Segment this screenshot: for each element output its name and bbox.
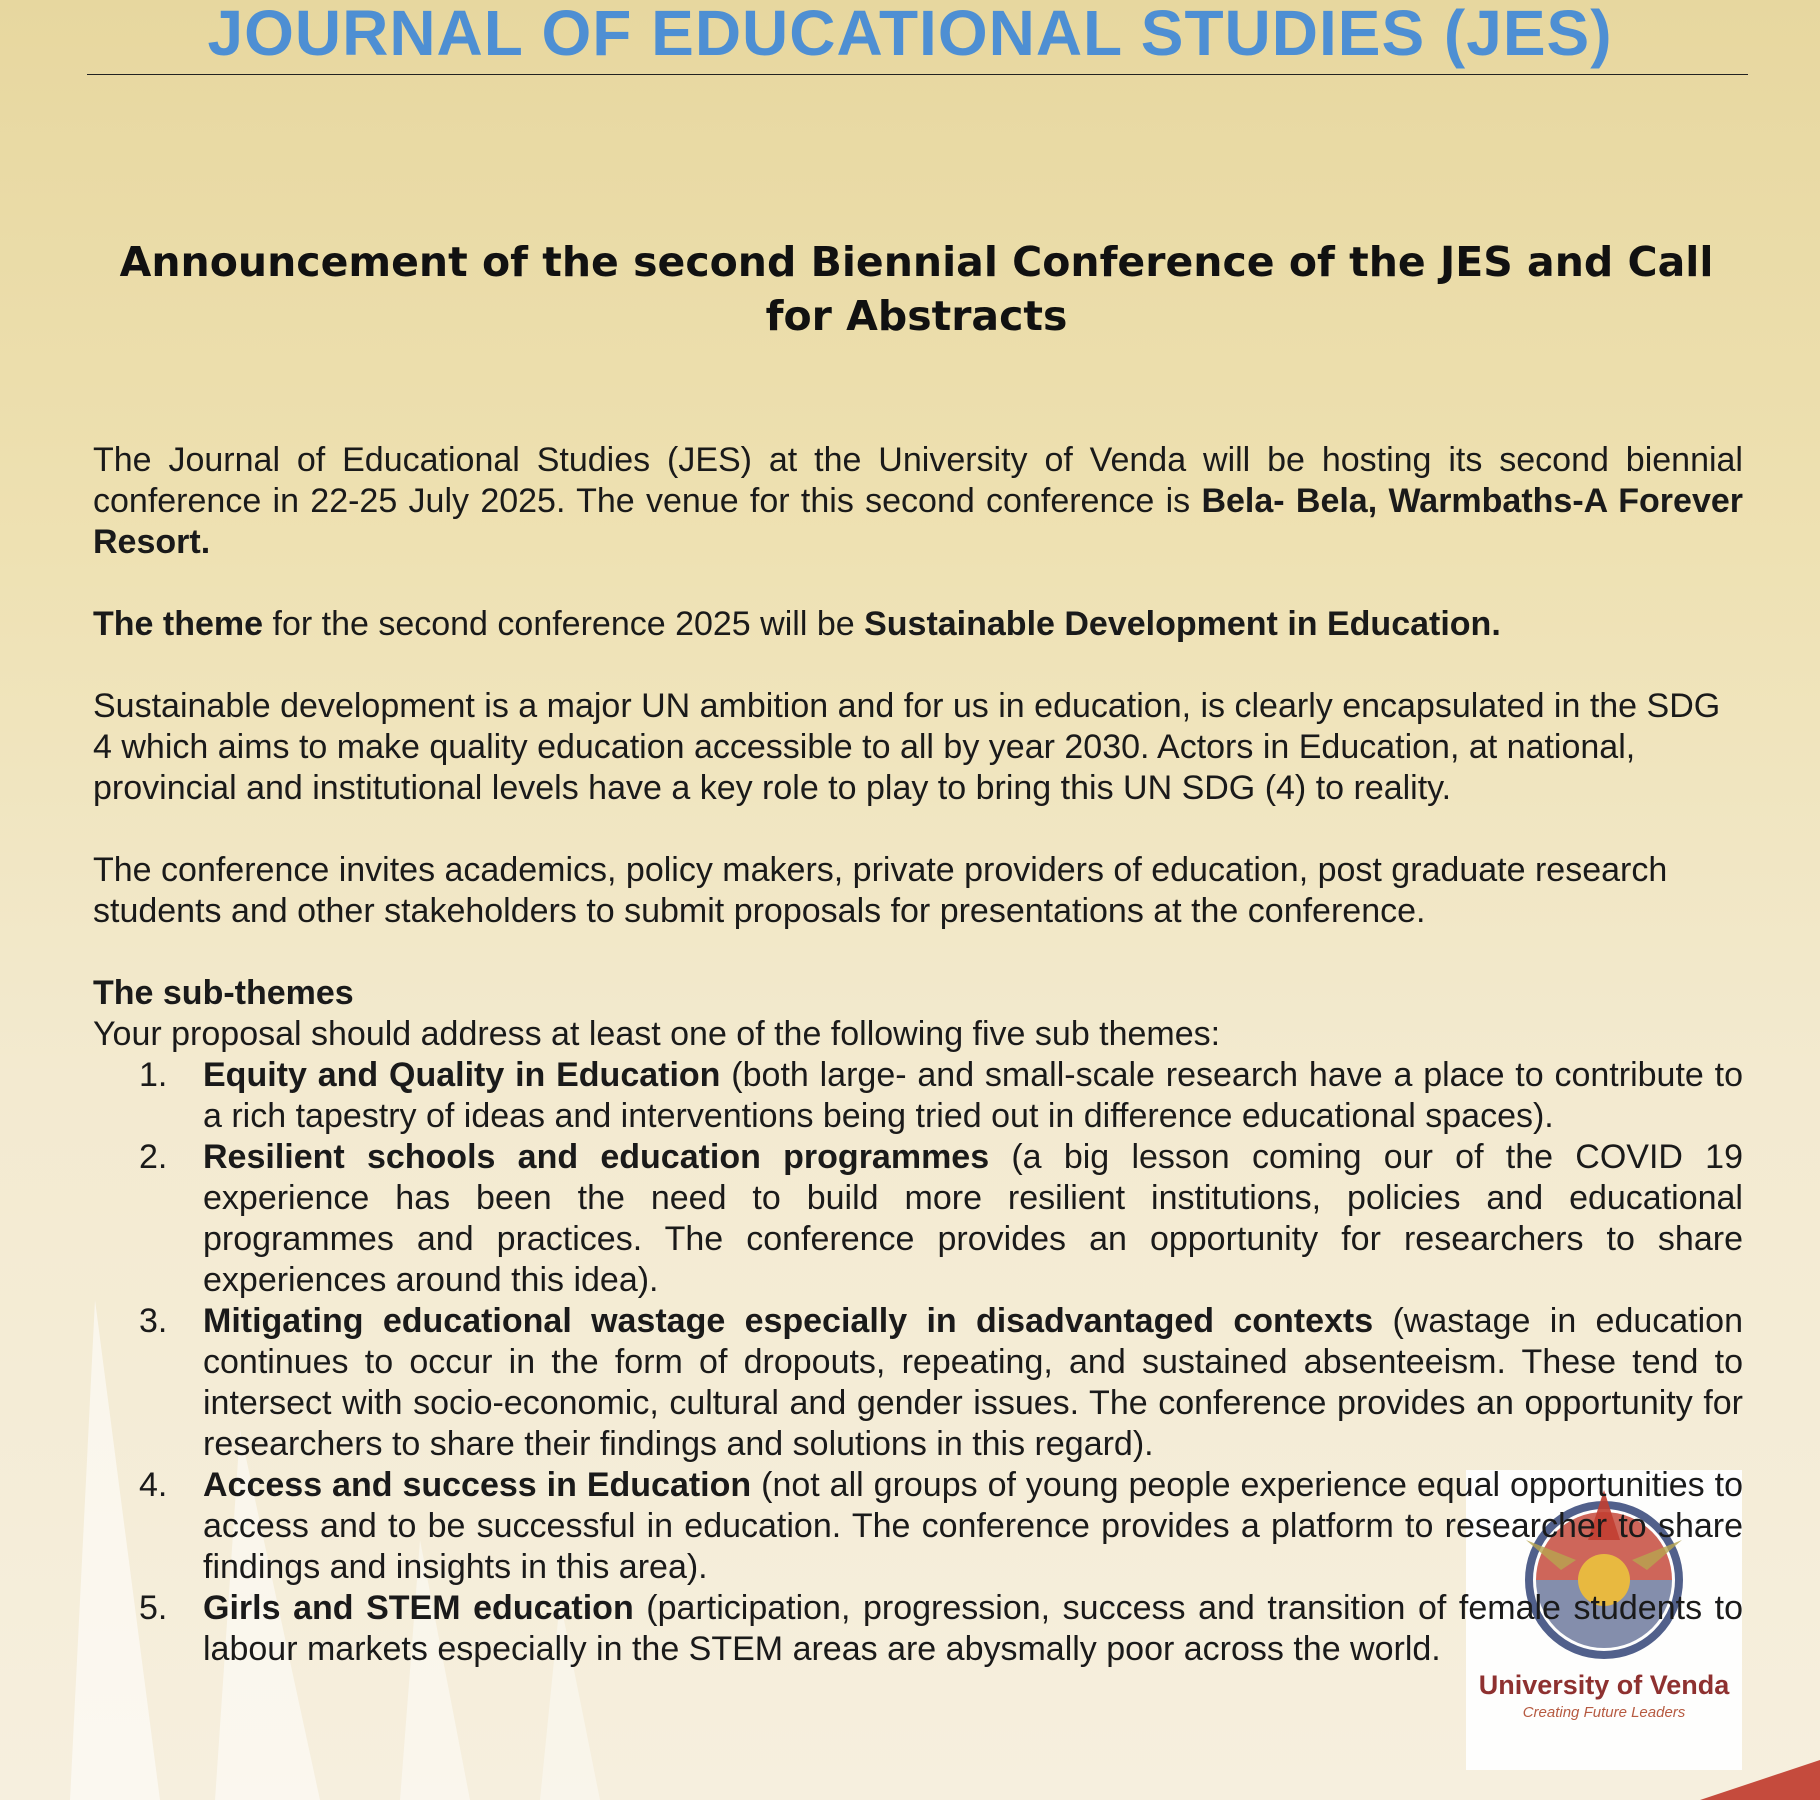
list-item-description: (wastage in education continues to occur in the form of dropouts, repeating, and sustained absenteeism. These tend to intersect with socio-economic, cultural and gender issues. The conference provides an opportunity for researchers to share their findings and solutions in this regard).	[203, 1302, 1743, 1463]
announcement-heading-line1: Announcement of the second Biennial Conference of the JES and Call	[119, 238, 1714, 286]
intro-text: The Journal of Educational Studies (JES) at the University of Venda will be hosting its second biennial conference in 22-25 July 2025. The venue for this second conference is	[93, 441, 1743, 520]
list-item	[139, 1137, 1744, 1301]
subthemes-intro: Your proposal should address at least one of the following five sub themes:	[93, 1015, 1221, 1053]
list-item	[139, 1588, 1744, 1670]
announcement-heading-line2: for Abstracts	[765, 292, 1068, 340]
journal-title: JOURNAL OF EDUCATIONAL STUDIES (JES)	[207, 0, 1613, 69]
list-item	[139, 1055, 1743, 1137]
theme-value: Sustainable Development in Education.	[864, 605, 1501, 643]
list-item	[139, 1465, 1743, 1588]
announcement-heading	[90, 235, 1743, 343]
list-item-title: Equity and Quality in Education	[203, 1056, 721, 1094]
theme-paragraph	[93, 604, 1743, 645]
list-item-title: Girls and STEM education	[203, 1589, 634, 1627]
theme-text: for the second conference 2025 will be	[263, 605, 865, 643]
list-item-description: (a big lesson coming our of the COVID 19 experience has been the need to build more resilient institutions, policies and educational programmes and practices. The conference provides an opportunity for researchers to share experiences around this idea).	[203, 1138, 1744, 1299]
theme-label: The theme	[93, 605, 264, 643]
list-item-description: (not all groups of young people experience equal opportunities to access and to be successful in education. The conference provides a platform to researcher to share findings and insights in this area).	[203, 1466, 1743, 1586]
invitation-paragraph: The conference invites academics, policy makers, private providers of education, post graduate research students and other stakeholders to submit proposals for presentations at the conference.	[93, 851, 1668, 930]
list-item-title: Mitigating educational wastage especially in disadvantaged contexts	[203, 1302, 1374, 1340]
subthemes-list	[93, 1055, 1743, 1670]
list-item-number: 1.	[139, 1056, 168, 1094]
list-item-description: (both large- and small-scale research have a place to contribute to a rich tapestry of ideas and interventions being tried out in difference educational spaces).	[203, 1056, 1743, 1135]
logo-university-name: University of Venda	[1478, 1670, 1730, 1700]
title-divider	[87, 74, 1748, 75]
sustainability-paragraph: Sustainable development is a major UN ambition and for us in education, is clearly encapsulated in the SDG 4 which aims to make quality education accessible to all by year 2030. Actors in Education, at national, provincial and institutional levels have a key role to play to bring this UN SDG (4) to reality.	[93, 687, 1721, 807]
list-item-description: (participation, progression, success and transition of female students to labour markets especially in the STEM areas are abysmally poor across the world.	[203, 1589, 1744, 1668]
list-item	[139, 1301, 1743, 1465]
list-item-number: 3.	[139, 1302, 168, 1340]
main-content	[93, 440, 1743, 1670]
subthemes-heading: The sub-themes	[93, 974, 354, 1012]
list-item-title: Access and success in Education	[203, 1466, 752, 1504]
list-item-title: Resilient schools and education programmes	[203, 1138, 990, 1176]
logo-tagline: Creating Future Leaders	[1522, 1704, 1686, 1721]
intro-paragraph	[93, 440, 1743, 563]
list-item-number: 4.	[139, 1466, 168, 1504]
list-item-number: 2.	[139, 1138, 168, 1176]
list-item-number: 5.	[139, 1589, 168, 1627]
venue-text: Bela- Bela, Warmbaths-A Forever Resort.	[93, 482, 1743, 561]
